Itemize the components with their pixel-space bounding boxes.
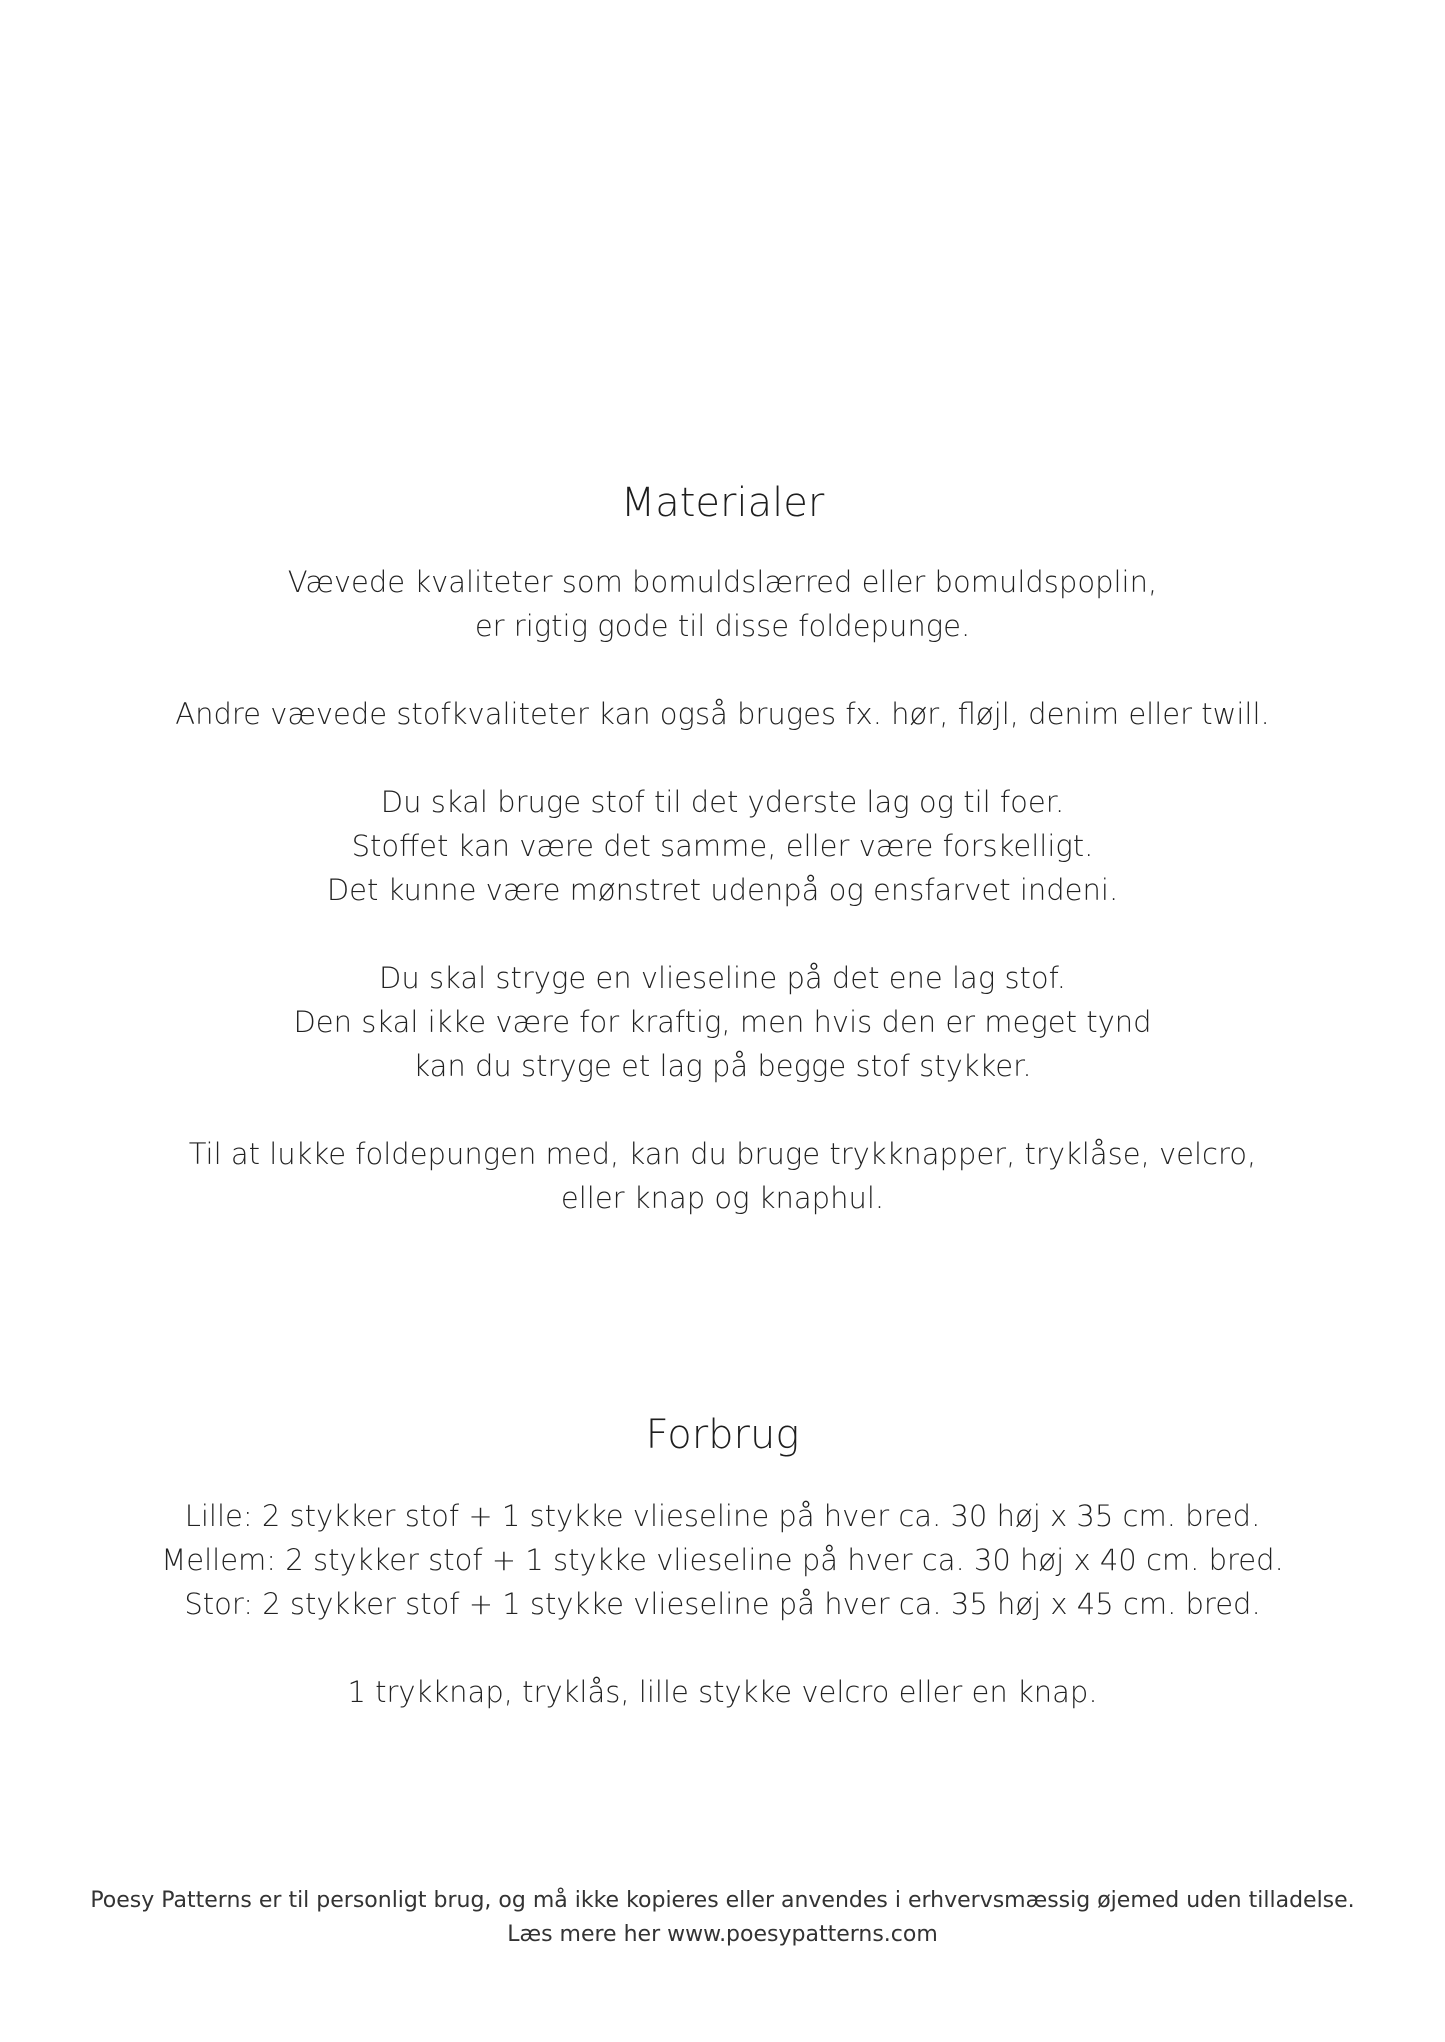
footer-disclaimer: Poesy Patterns er til personligt brug, og må ikke kopieres eller anvendes i erhvervsmæssig øjemed uden tilladelse.: [90, 1888, 1355, 1913]
paragraph-line: er rigtig gode til disse foldepunge.: [474, 609, 971, 643]
materialer-paragraph-1: [0, 560, 1445, 648]
materialer-heading: Materialer: [620, 480, 825, 526]
size-line-lille: Lille: 2 stykker stof + 1 stykke vlieseline på hver ca. 30 høj x 35 cm. bred.: [184, 1499, 1261, 1533]
paragraph-line: Du skal bruge stof til det yderste lag og til foer.: [380, 785, 1065, 819]
forbrug-closure: [0, 1670, 1445, 1714]
paragraph-line: Vævede kvaliteter som bomuldslærred eller bomuldspoplin,: [287, 565, 1158, 599]
forbrug-heading: Forbrug: [645, 1412, 800, 1458]
footer: [0, 1884, 1445, 1952]
paragraph-line: Du skal stryge en vlieseline på det ene lag stof.: [379, 961, 1066, 995]
closure-line: 1 trykknap, tryklås, lille stykke velcro eller en knap.: [347, 1675, 1098, 1709]
size-line-stor: Stor: 2 stykker stof + 1 stykke vlieseline på hver ca. 35 høj x 45 cm. bred.: [184, 1587, 1261, 1621]
paragraph-line: eller knap og knaphul.: [560, 1181, 885, 1215]
paragraph-line: Stoffet kan være det samme, eller være forskelligt.: [351, 829, 1094, 863]
materialer-paragraph-3: [0, 780, 1445, 912]
forbrug-sizes: [0, 1494, 1445, 1626]
paragraph-line: Det kunne være mønstret udenpå og ensfarvet indeni.: [326, 873, 1119, 907]
paragraph-line: Den skal ikke være for kraftig, men hvis den er meget tynd: [293, 1005, 1152, 1039]
footer-website: Læs mere her www.poesypatterns.com: [507, 1922, 938, 1947]
paragraph-line: Andre vævede stofkvaliteter kan også bruges fx. hør, fløjl, denim eller twill.: [175, 697, 1270, 731]
materialer-paragraph-4: [0, 956, 1445, 1088]
size-line-mellem: Mellem: 2 stykker stof + 1 stykke vlieseline på hver ca. 30 høj x 40 cm. bred.: [161, 1543, 1284, 1577]
materialer-paragraph-5: [0, 1132, 1445, 1220]
paragraph-line: kan du stryge et lag på begge stof stykker.: [413, 1049, 1032, 1083]
materialer-paragraph-2: [0, 692, 1445, 736]
paragraph-line: Til at lukke foldepungen med, kan du bruge trykknapper, tryklåse, velcro,: [188, 1137, 1257, 1171]
